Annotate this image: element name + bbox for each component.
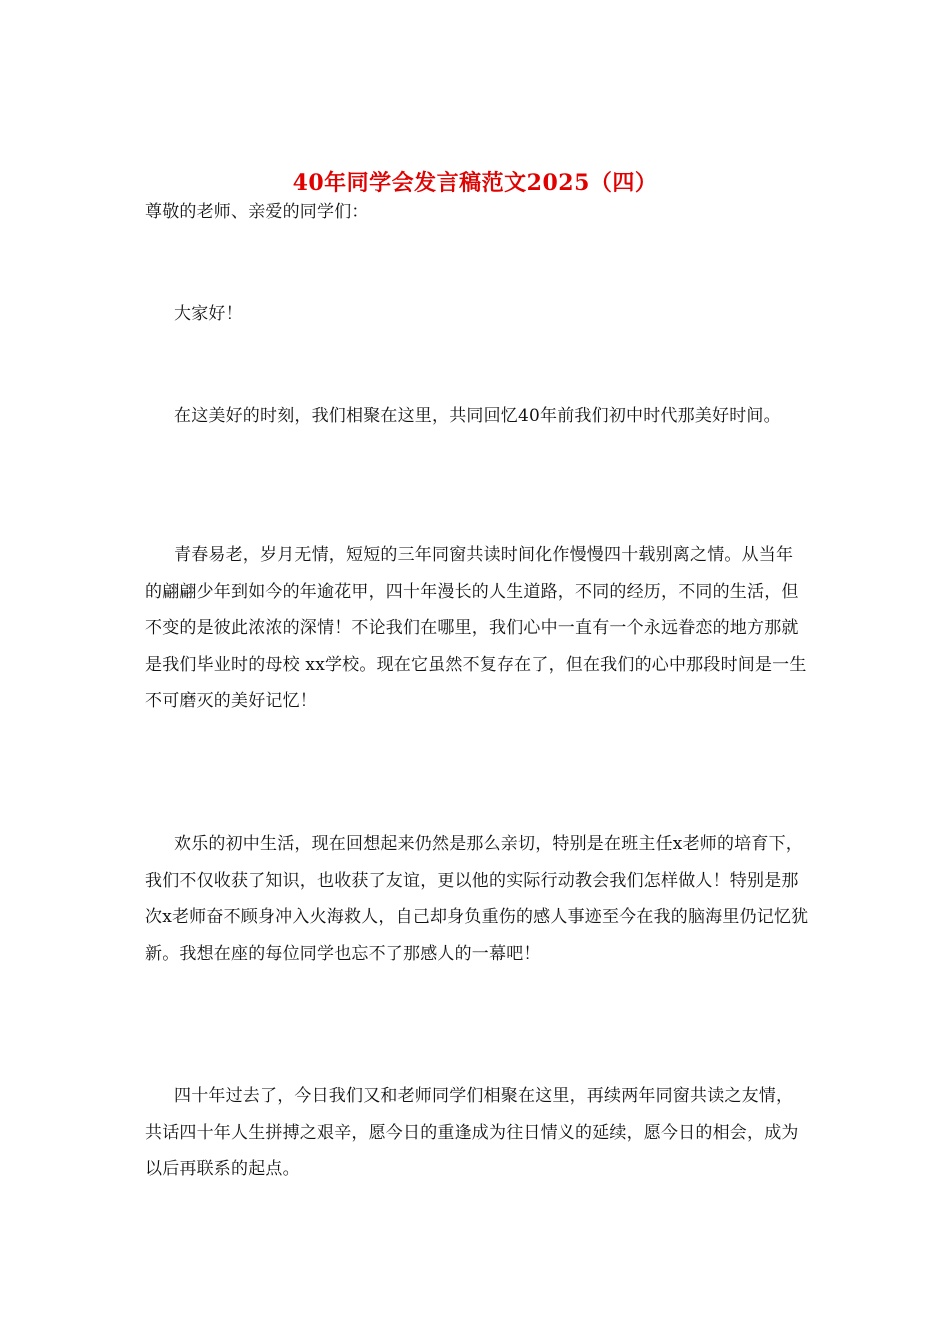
paragraph-youth: 青春易老，岁月无情，短短的三年同窗共读时间化作慢慢四十载别离之情。从当年的翩翩少年到如今的年逾花甲，四十年漫长的人生道路，不同的经历，不同的生活，但不变的是彼此浓浓的深情！不论我们在哪里，我们心中一直有一个永远眷恋的地方那就是我们毕业时的母校 xx学校。现在它虽然不复存在了，但在我们的心中那段时间是一生不可磨灭的美好记忆！ [145,545,807,711]
document-title: 40年同学会发言稿范文2025（四） [292,169,658,196]
salutation: 尊敬的老师、亲爱的同学们： [145,202,369,222]
paragraph-school-life: 欢乐的初中生活，现在回想起来仍然是那么亲切，特别是在班主任x老师的培育下，我们不仅收获了知识，也收获了友谊，更以他的实际行动教会我们怎样做人！特别是那次x老师奋不顾身冲入火海救人，自己却身负重伤的感人事迹至今在我的脑海里仍记忆犹新。我想在座的每位同学也忘不了那感人的一幕吧！ [145,834,809,964]
paragraph-greeting: 大家好！ [174,304,243,324]
paragraph-forty-years: 四十年过去了，今日我们又和老师同学们相聚在这里，再续两年同窗共读之友情，共话四十年人生拼搏之艰辛，愿今日的重逢成为往日情义的延续，愿今日的相会，成为以后再联系的起点。 [145,1086,799,1179]
paragraph-reunion: 在这美好的时刻，我们相聚在这里，共同回忆40年前我们初中时代那美好时间。 [174,406,781,426]
